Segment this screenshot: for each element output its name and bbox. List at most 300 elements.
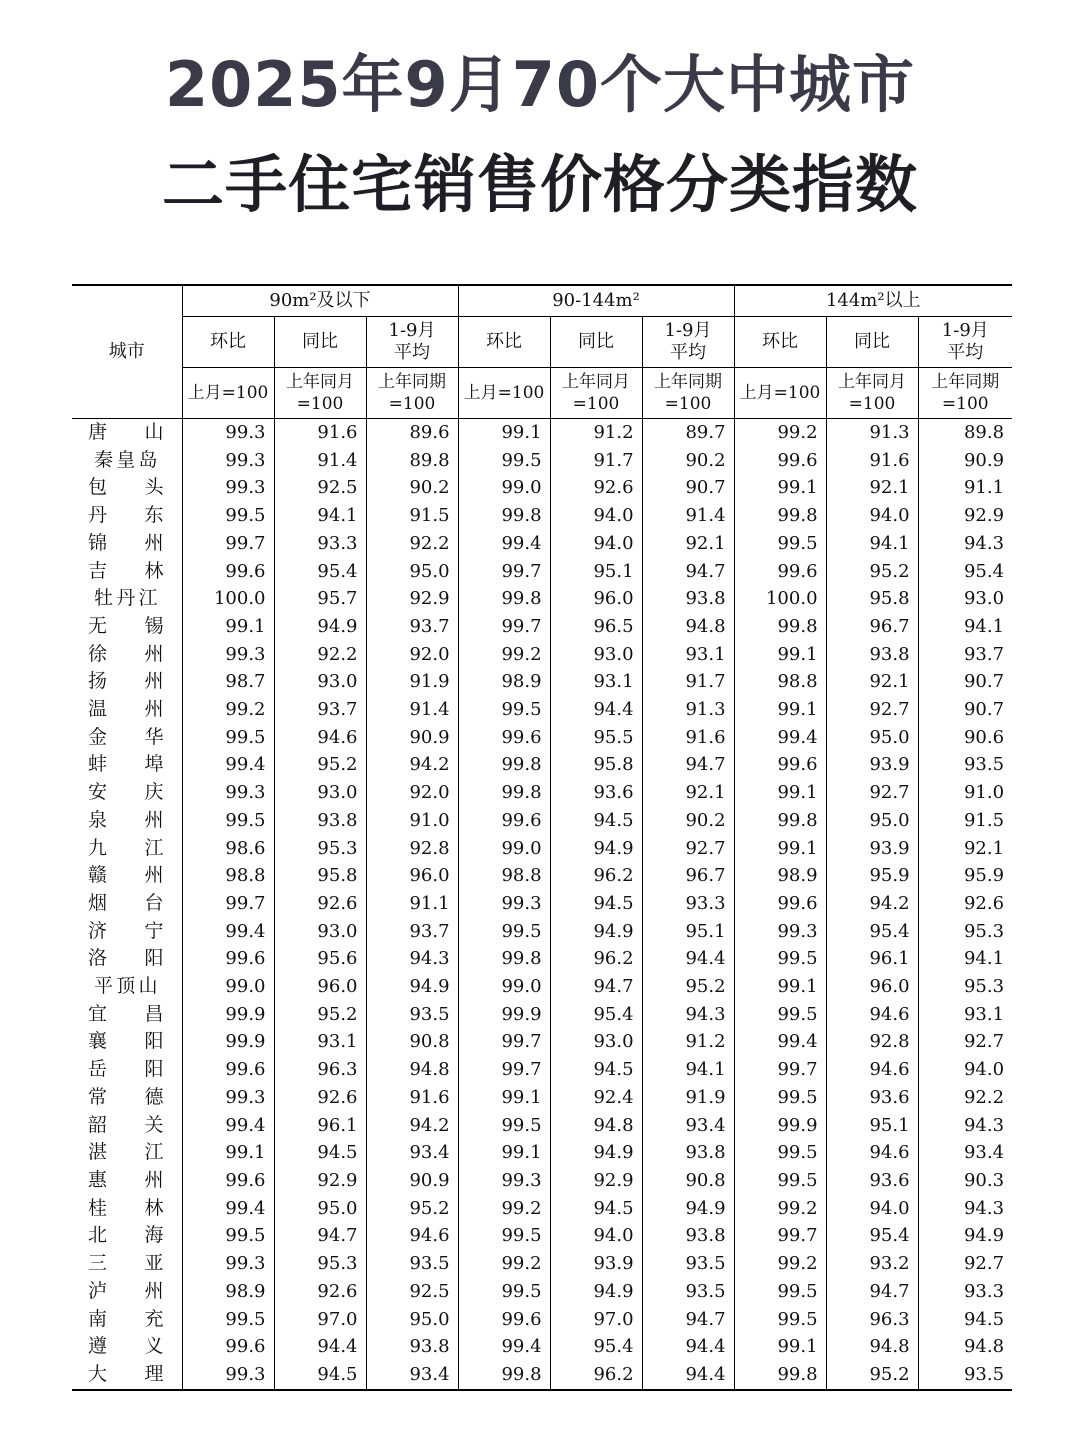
page-title-line2: 二手住宅销售价格分类指数 bbox=[161, 148, 918, 221]
value-cell: 94.9 bbox=[274, 613, 366, 641]
value-cell: 99.8 bbox=[458, 502, 550, 530]
value-cell: 92.5 bbox=[366, 1278, 458, 1306]
city-name: 泸州 bbox=[88, 1279, 164, 1302]
value-cell: 90.8 bbox=[366, 1028, 458, 1056]
value-cell: 94.6 bbox=[826, 1056, 918, 1084]
value-cell: 96.2 bbox=[550, 862, 642, 890]
value-cell: 96.1 bbox=[274, 1112, 366, 1140]
value-cell: 94.5 bbox=[274, 1361, 366, 1390]
value-cell: 99.2 bbox=[734, 1195, 826, 1223]
value-cell: 92.6 bbox=[274, 890, 366, 918]
value-cell: 99.3 bbox=[182, 447, 274, 475]
value-cell: 99.9 bbox=[182, 1028, 274, 1056]
value-cell: 99.5 bbox=[734, 945, 826, 973]
value-cell: 99.1 bbox=[734, 973, 826, 1001]
value-cell: 94.1 bbox=[642, 1056, 734, 1084]
value-cell: 94.7 bbox=[642, 558, 734, 586]
value-cell: 92.1 bbox=[918, 835, 1012, 863]
city-name: 扬州 bbox=[88, 670, 164, 693]
value-cell: 96.0 bbox=[274, 973, 366, 1001]
value-cell: 93.0 bbox=[274, 918, 366, 946]
table-row bbox=[72, 779, 1012, 807]
city-name: 常德 bbox=[88, 1085, 164, 1108]
value-cell: 96.7 bbox=[642, 862, 734, 890]
value-cell: 92.1 bbox=[826, 474, 918, 502]
value-cell: 93.9 bbox=[826, 751, 918, 779]
value-cell: 99.1 bbox=[734, 779, 826, 807]
value-cell: 99.4 bbox=[458, 1333, 550, 1361]
subheader-row bbox=[72, 317, 1012, 368]
value-cell: 95.5 bbox=[550, 724, 642, 752]
table-row bbox=[72, 558, 1012, 586]
subheader-avg bbox=[918, 317, 1012, 368]
subheader-avg bbox=[366, 317, 458, 368]
value-cell: 99.5 bbox=[182, 807, 274, 835]
value-cell: 99.6 bbox=[182, 1056, 274, 1084]
city-name: 惠州 bbox=[88, 1168, 164, 1191]
value-cell: 99.9 bbox=[182, 1001, 274, 1029]
value-cell: 100.0 bbox=[182, 585, 274, 613]
value-cell: 93.5 bbox=[642, 1250, 734, 1278]
value-cell: 99.3 bbox=[458, 1167, 550, 1195]
value-cell: 94.5 bbox=[550, 1056, 642, 1084]
value-cell: 94.6 bbox=[366, 1222, 458, 1250]
value-cell: 91.0 bbox=[366, 807, 458, 835]
city-name: 岳阳 bbox=[88, 1058, 164, 1081]
value-cell: 95.8 bbox=[550, 751, 642, 779]
value-cell: 96.1 bbox=[826, 945, 918, 973]
table-row bbox=[72, 890, 1012, 918]
subheader-avg bbox=[642, 317, 734, 368]
value-cell: 94.4 bbox=[642, 945, 734, 973]
value-cell: 94.8 bbox=[550, 1112, 642, 1140]
value-cell: 99.3 bbox=[182, 779, 274, 807]
value-cell: 99.1 bbox=[458, 419, 550, 447]
value-cell: 95.0 bbox=[366, 1306, 458, 1334]
value-cell: 93.6 bbox=[826, 1084, 918, 1112]
base-row bbox=[72, 368, 1012, 419]
value-cell: 95.0 bbox=[274, 1195, 366, 1223]
value-cell: 94.7 bbox=[642, 751, 734, 779]
table-row bbox=[72, 1361, 1012, 1390]
value-cell: 100.0 bbox=[734, 585, 826, 613]
table-row bbox=[72, 1306, 1012, 1334]
table-row bbox=[72, 1222, 1012, 1250]
value-cell: 94.3 bbox=[918, 1195, 1012, 1223]
base-avg-line1: 上年同期 bbox=[378, 372, 446, 392]
value-cell: 94.3 bbox=[918, 530, 1012, 558]
table-row bbox=[72, 1112, 1012, 1140]
value-cell: 93.0 bbox=[550, 1028, 642, 1056]
value-cell: 91.1 bbox=[366, 890, 458, 918]
value-cell: 90.7 bbox=[642, 474, 734, 502]
value-cell: 96.2 bbox=[550, 1361, 642, 1390]
value-cell: 95.3 bbox=[918, 973, 1012, 1001]
value-cell: 94.5 bbox=[550, 1195, 642, 1223]
table-row bbox=[72, 918, 1012, 946]
value-cell: 94.9 bbox=[918, 1222, 1012, 1250]
value-cell: 93.7 bbox=[918, 641, 1012, 669]
city-name: 平顶山 bbox=[94, 975, 158, 998]
value-cell: 94.6 bbox=[826, 1001, 918, 1029]
subheader-yoy: 同比 bbox=[826, 317, 918, 368]
table-row bbox=[72, 1167, 1012, 1195]
city-name: 赣州 bbox=[88, 864, 164, 887]
value-cell: 99.1 bbox=[734, 835, 826, 863]
city-name: 秦皇岛 bbox=[94, 448, 158, 471]
city-name: 遵义 bbox=[88, 1335, 164, 1358]
value-cell: 95.0 bbox=[826, 724, 918, 752]
base-yoy-line2: =100 bbox=[848, 394, 896, 414]
value-cell: 94.5 bbox=[550, 807, 642, 835]
value-cell: 94.1 bbox=[918, 945, 1012, 973]
value-cell: 99.6 bbox=[734, 890, 826, 918]
value-cell: 94.1 bbox=[826, 530, 918, 558]
table-row bbox=[72, 945, 1012, 973]
value-cell: 94.9 bbox=[550, 835, 642, 863]
value-cell: 99.5 bbox=[182, 502, 274, 530]
value-cell: 96.0 bbox=[826, 973, 918, 1001]
base-yoy-line1: 上年同月 bbox=[562, 372, 631, 392]
value-cell: 99.6 bbox=[734, 447, 826, 475]
value-cell: 99.7 bbox=[458, 558, 550, 586]
value-cell: 93.0 bbox=[550, 641, 642, 669]
table-row bbox=[72, 1139, 1012, 1167]
subheader-avg-line1: 1-9月 bbox=[388, 320, 436, 341]
value-cell: 94.2 bbox=[366, 1112, 458, 1140]
value-cell: 93.8 bbox=[642, 1222, 734, 1250]
subheader-avg-line2: 平均 bbox=[670, 342, 707, 363]
subheader-yoy: 同比 bbox=[550, 317, 642, 368]
value-cell: 95.4 bbox=[550, 1001, 642, 1029]
city-name: 三亚 bbox=[88, 1252, 164, 1275]
value-cell: 95.4 bbox=[826, 918, 918, 946]
value-cell: 93.5 bbox=[642, 1278, 734, 1306]
value-cell: 94.3 bbox=[642, 1001, 734, 1029]
value-cell: 95.4 bbox=[918, 558, 1012, 586]
value-cell: 95.9 bbox=[826, 862, 918, 890]
subheader-yoy: 同比 bbox=[274, 317, 366, 368]
value-cell: 92.6 bbox=[918, 890, 1012, 918]
value-cell: 90.3 bbox=[918, 1167, 1012, 1195]
value-cell: 94.8 bbox=[918, 1333, 1012, 1361]
value-cell: 94.4 bbox=[550, 696, 642, 724]
subheader-avg-line1: 1-9月 bbox=[941, 320, 989, 341]
value-cell: 99.3 bbox=[182, 641, 274, 669]
value-cell: 99.1 bbox=[182, 613, 274, 641]
value-cell: 90.2 bbox=[366, 474, 458, 502]
value-cell: 99.7 bbox=[458, 613, 550, 641]
value-cell: 91.5 bbox=[366, 502, 458, 530]
value-cell: 94.6 bbox=[274, 724, 366, 752]
table-row bbox=[72, 668, 1012, 696]
value-cell: 98.8 bbox=[458, 862, 550, 890]
value-cell: 92.9 bbox=[366, 585, 458, 613]
group-header-medium: 90-144m² bbox=[458, 285, 734, 317]
value-cell: 93.4 bbox=[366, 1139, 458, 1167]
value-cell: 95.2 bbox=[274, 751, 366, 779]
value-cell: 94.0 bbox=[550, 502, 642, 530]
base-yoy-line1: 上年同月 bbox=[838, 372, 907, 392]
city-name: 无锡 bbox=[88, 614, 164, 637]
value-cell: 99.2 bbox=[734, 1250, 826, 1278]
city-name: 襄阳 bbox=[88, 1030, 164, 1053]
value-cell: 92.1 bbox=[826, 668, 918, 696]
base-avg-line1: 上年同期 bbox=[931, 372, 1000, 392]
table-row bbox=[72, 1278, 1012, 1306]
subheader-avg-line2: 平均 bbox=[394, 342, 430, 363]
value-cell: 90.9 bbox=[366, 724, 458, 752]
value-cell: 99.5 bbox=[734, 1306, 826, 1334]
value-cell: 91.2 bbox=[550, 419, 642, 447]
table-row bbox=[72, 419, 1012, 447]
table-row bbox=[72, 585, 1012, 613]
value-cell: 93.1 bbox=[918, 1001, 1012, 1029]
value-cell: 93.8 bbox=[274, 807, 366, 835]
value-cell: 92.7 bbox=[826, 779, 918, 807]
value-cell: 94.5 bbox=[550, 890, 642, 918]
value-cell: 93.0 bbox=[274, 668, 366, 696]
value-cell: 93.6 bbox=[550, 779, 642, 807]
subheader-mom: 环比 bbox=[458, 317, 550, 368]
value-cell: 99.2 bbox=[734, 419, 826, 447]
city-name: 包头 bbox=[88, 476, 164, 499]
value-cell: 94.9 bbox=[642, 1195, 734, 1223]
value-cell: 99.6 bbox=[734, 751, 826, 779]
table-row bbox=[72, 862, 1012, 890]
value-cell: 95.0 bbox=[826, 807, 918, 835]
table-row bbox=[72, 1001, 1012, 1029]
value-cell: 99.1 bbox=[458, 1139, 550, 1167]
value-cell: 94.8 bbox=[366, 1056, 458, 1084]
value-cell: 99.3 bbox=[182, 1361, 274, 1390]
value-cell: 92.0 bbox=[366, 779, 458, 807]
city-name: 大理 bbox=[88, 1362, 164, 1385]
value-cell: 98.8 bbox=[734, 668, 826, 696]
value-cell: 95.3 bbox=[274, 835, 366, 863]
value-cell: 94.6 bbox=[826, 1139, 918, 1167]
value-cell: 94.1 bbox=[918, 613, 1012, 641]
value-cell: 90.2 bbox=[642, 447, 734, 475]
city-name: 湛江 bbox=[88, 1141, 164, 1164]
value-cell: 90.2 bbox=[642, 807, 734, 835]
city-name: 韶关 bbox=[88, 1113, 164, 1136]
value-cell: 89.6 bbox=[366, 419, 458, 447]
value-cell: 99.5 bbox=[458, 918, 550, 946]
table-row bbox=[72, 613, 1012, 641]
value-cell: 91.9 bbox=[642, 1084, 734, 1112]
base-yoy-line1: 上年同月 bbox=[286, 372, 354, 392]
value-cell: 92.6 bbox=[550, 474, 642, 502]
city-name: 吉林 bbox=[88, 559, 164, 582]
value-cell: 92.7 bbox=[918, 1028, 1012, 1056]
value-cell: 93.4 bbox=[366, 1361, 458, 1390]
value-cell: 94.4 bbox=[274, 1333, 366, 1361]
value-cell: 93.7 bbox=[366, 613, 458, 641]
value-cell: 93.5 bbox=[918, 751, 1012, 779]
table-row bbox=[72, 1084, 1012, 1112]
value-cell: 94.9 bbox=[550, 1139, 642, 1167]
table-row bbox=[72, 1056, 1012, 1084]
subheader-avg-line2: 平均 bbox=[947, 342, 984, 363]
value-cell: 94.5 bbox=[274, 1139, 366, 1167]
value-cell: 94.7 bbox=[826, 1278, 918, 1306]
value-cell: 91.6 bbox=[826, 447, 918, 475]
value-cell: 99.1 bbox=[734, 1333, 826, 1361]
value-cell: 92.2 bbox=[366, 530, 458, 558]
value-cell: 95.6 bbox=[274, 945, 366, 973]
value-cell: 93.9 bbox=[826, 835, 918, 863]
city-name: 泉州 bbox=[88, 808, 164, 831]
value-cell: 92.4 bbox=[550, 1084, 642, 1112]
value-cell: 98.6 bbox=[182, 835, 274, 863]
value-cell: 93.7 bbox=[366, 918, 458, 946]
value-cell: 99.8 bbox=[458, 585, 550, 613]
value-cell: 96.7 bbox=[826, 613, 918, 641]
value-cell: 98.8 bbox=[182, 862, 274, 890]
value-cell: 99.8 bbox=[734, 502, 826, 530]
value-cell: 91.9 bbox=[366, 668, 458, 696]
value-cell: 90.7 bbox=[918, 668, 1012, 696]
city-name: 蚌埠 bbox=[88, 753, 164, 776]
value-cell: 92.9 bbox=[274, 1167, 366, 1195]
value-cell: 99.1 bbox=[458, 1084, 550, 1112]
value-cell: 99.7 bbox=[458, 1056, 550, 1084]
value-cell: 90.6 bbox=[918, 724, 1012, 752]
value-cell: 99.8 bbox=[458, 1361, 550, 1390]
value-cell: 92.7 bbox=[826, 696, 918, 724]
price-index-table bbox=[72, 284, 1012, 1391]
value-cell: 94.7 bbox=[274, 1222, 366, 1250]
table-row bbox=[72, 724, 1012, 752]
city-name: 九江 bbox=[88, 836, 164, 859]
group-header-large: 144m²以上 bbox=[734, 285, 1012, 317]
value-cell: 95.2 bbox=[826, 558, 918, 586]
value-cell: 93.7 bbox=[274, 696, 366, 724]
value-cell: 99.8 bbox=[458, 779, 550, 807]
value-cell: 92.7 bbox=[642, 835, 734, 863]
value-cell: 97.0 bbox=[274, 1306, 366, 1334]
value-cell: 95.2 bbox=[366, 1195, 458, 1223]
value-cell: 89.8 bbox=[918, 419, 1012, 447]
value-cell: 91.7 bbox=[550, 447, 642, 475]
city-name: 宜昌 bbox=[88, 1002, 164, 1025]
value-cell: 93.8 bbox=[366, 1333, 458, 1361]
value-cell: 93.6 bbox=[826, 1167, 918, 1195]
value-cell: 93.0 bbox=[918, 585, 1012, 613]
value-cell: 94.8 bbox=[642, 613, 734, 641]
value-cell: 99.5 bbox=[458, 1112, 550, 1140]
value-cell: 90.8 bbox=[642, 1167, 734, 1195]
value-cell: 94.8 bbox=[826, 1333, 918, 1361]
value-cell: 95.2 bbox=[826, 1361, 918, 1390]
value-cell: 99.4 bbox=[182, 918, 274, 946]
value-cell: 97.0 bbox=[550, 1306, 642, 1334]
value-cell: 95.1 bbox=[642, 918, 734, 946]
value-cell: 93.8 bbox=[642, 1139, 734, 1167]
table-header bbox=[72, 285, 1012, 419]
value-cell: 93.3 bbox=[274, 530, 366, 558]
subheader-avg-line1: 1-9月 bbox=[664, 320, 712, 341]
value-cell: 92.9 bbox=[918, 502, 1012, 530]
city-name: 桂林 bbox=[88, 1196, 164, 1219]
group-header-small: 90m²及以下 bbox=[182, 285, 458, 317]
base-yoy bbox=[826, 368, 918, 419]
city-name: 安庆 bbox=[88, 781, 164, 804]
value-cell: 95.8 bbox=[274, 862, 366, 890]
table-row bbox=[72, 696, 1012, 724]
value-cell: 99.4 bbox=[734, 1028, 826, 1056]
value-cell: 94.2 bbox=[826, 890, 918, 918]
table-row bbox=[72, 641, 1012, 669]
value-cell: 96.0 bbox=[366, 862, 458, 890]
value-cell: 99.5 bbox=[734, 1278, 826, 1306]
value-cell: 95.4 bbox=[274, 558, 366, 586]
value-cell: 89.8 bbox=[366, 447, 458, 475]
value-cell: 99.4 bbox=[182, 1112, 274, 1140]
value-cell: 99.0 bbox=[182, 973, 274, 1001]
value-cell: 96.3 bbox=[274, 1056, 366, 1084]
value-cell: 99.6 bbox=[182, 1167, 274, 1195]
value-cell: 99.1 bbox=[182, 1139, 274, 1167]
value-cell: 99.2 bbox=[182, 696, 274, 724]
value-cell: 99.2 bbox=[458, 1195, 550, 1223]
value-cell: 94.9 bbox=[550, 918, 642, 946]
value-cell: 99.5 bbox=[734, 530, 826, 558]
value-cell: 91.4 bbox=[642, 502, 734, 530]
value-cell: 99.3 bbox=[182, 1084, 274, 1112]
value-cell: 99.9 bbox=[458, 1001, 550, 1029]
value-cell: 92.8 bbox=[826, 1028, 918, 1056]
value-cell: 99.8 bbox=[734, 1361, 826, 1390]
value-cell: 94.3 bbox=[918, 1112, 1012, 1140]
value-cell: 99.5 bbox=[458, 1278, 550, 1306]
value-cell: 99.3 bbox=[182, 474, 274, 502]
value-cell: 95.2 bbox=[642, 973, 734, 1001]
value-cell: 91.0 bbox=[918, 779, 1012, 807]
value-cell: 99.7 bbox=[182, 890, 274, 918]
value-cell: 94.9 bbox=[366, 973, 458, 1001]
value-cell: 98.7 bbox=[182, 668, 274, 696]
value-cell: 99.9 bbox=[734, 1112, 826, 1140]
value-cell: 94.7 bbox=[642, 1306, 734, 1334]
value-cell: 99.2 bbox=[458, 1250, 550, 1278]
table-row bbox=[72, 973, 1012, 1001]
value-cell: 96.5 bbox=[550, 613, 642, 641]
value-cell: 99.5 bbox=[734, 1084, 826, 1112]
value-cell: 90.7 bbox=[918, 696, 1012, 724]
value-cell: 91.7 bbox=[642, 668, 734, 696]
city-name: 牡丹江 bbox=[94, 587, 158, 610]
value-cell: 94.0 bbox=[826, 502, 918, 530]
value-cell: 93.9 bbox=[550, 1250, 642, 1278]
value-cell: 92.2 bbox=[918, 1084, 1012, 1112]
base-avg-line2: =100 bbox=[664, 394, 712, 414]
base-yoy bbox=[550, 368, 642, 419]
city-name: 洛阳 bbox=[88, 947, 164, 970]
value-cell: 93.8 bbox=[642, 585, 734, 613]
value-cell: 99.0 bbox=[458, 474, 550, 502]
city-name: 徐州 bbox=[88, 642, 164, 665]
city-name: 金华 bbox=[88, 725, 164, 748]
value-cell: 93.3 bbox=[918, 1278, 1012, 1306]
base-mom: 上月=100 bbox=[734, 368, 826, 419]
value-cell: 93.5 bbox=[366, 1250, 458, 1278]
value-cell: 99.3 bbox=[458, 890, 550, 918]
value-cell: 99.6 bbox=[182, 1333, 274, 1361]
value-cell: 96.0 bbox=[550, 585, 642, 613]
value-cell: 99.7 bbox=[734, 1222, 826, 1250]
